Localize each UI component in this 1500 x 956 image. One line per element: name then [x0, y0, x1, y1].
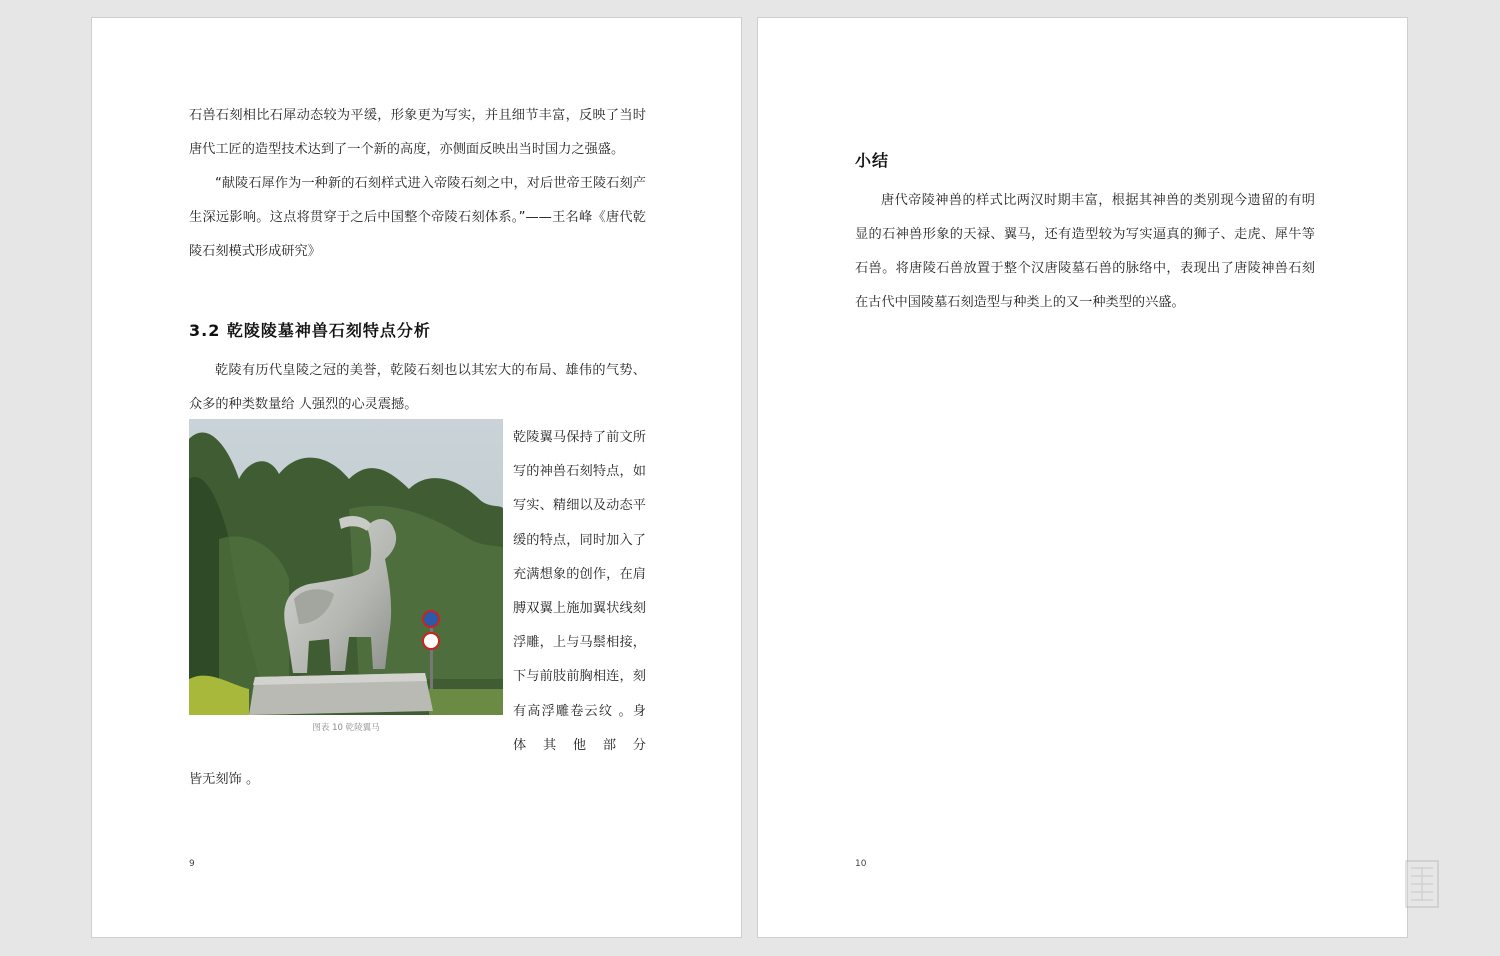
figure-image-winged-horse	[189, 419, 503, 715]
document-page-right	[757, 17, 1408, 938]
watermark-logo	[1405, 860, 1439, 908]
section-heading: 3.2 乾陵陵墓神兽石刻特点分析	[189, 321, 431, 340]
page-number-right: 10	[855, 859, 867, 869]
page-number-left: 9	[189, 859, 195, 869]
figure-caption: 图表 10 乾陵翼马	[312, 723, 380, 733]
section-intro-paragraph: 乾陵有历代皇陵之冠的美誉，乾陵石刻也以其宏大的布局、雄伟的气势、众多的种类数量给 人强烈的心灵震撼。	[189, 363, 646, 412]
summary-paragraph: 唐代帝陵神兽的样式比两汉时期丰富，根据其神兽的类别现今遗留的有明显的石神兽形象的天禄、翼马，还有造型较为写实逼真的狮子、走虎、犀牛等石兽。将唐陵石兽放置于整个汉唐陵墓石兽的脉络中，表现出了唐陵神兽石刻在古代中国陵墓石刻造型与种类上的又一种类型的兴盛。	[855, 193, 1315, 310]
summary-heading: 小结	[855, 151, 890, 170]
body-paragraph-1: 石兽石刻相比石犀动态较为平缓，形象更为写实，并且细节丰富，反映了当时唐代工匠的造型技术达到了一个新的高度，亦侧面反映出当时国力之强盛。	[189, 108, 646, 157]
document-page-left	[91, 17, 742, 938]
wrapped-text-beside-figure: 乾陵翼马保持了前文所写的神兽石刻特点，如写实、精细以及动态平缓的特点，同时加入了充满想象的创作，在肩膊双翼上施加翼状线刻浮雕，上与马鬃相接，下与前肢前胸相连，刻有高浮雕卷云纹 。身体其他部分	[513, 430, 646, 753]
quote-paragraph: “献陵石犀作为一种新的石刻样式进入帝陵石刻之中，对后世帝王陵石刻产生深远影响。这点将贯穿于之后中国整个帝陵石刻体系。”——王名峰《唐代乾陵石刻模式形成研究》	[189, 176, 646, 259]
wrapped-text-tail: 皆无刻饰 。	[189, 772, 260, 787]
